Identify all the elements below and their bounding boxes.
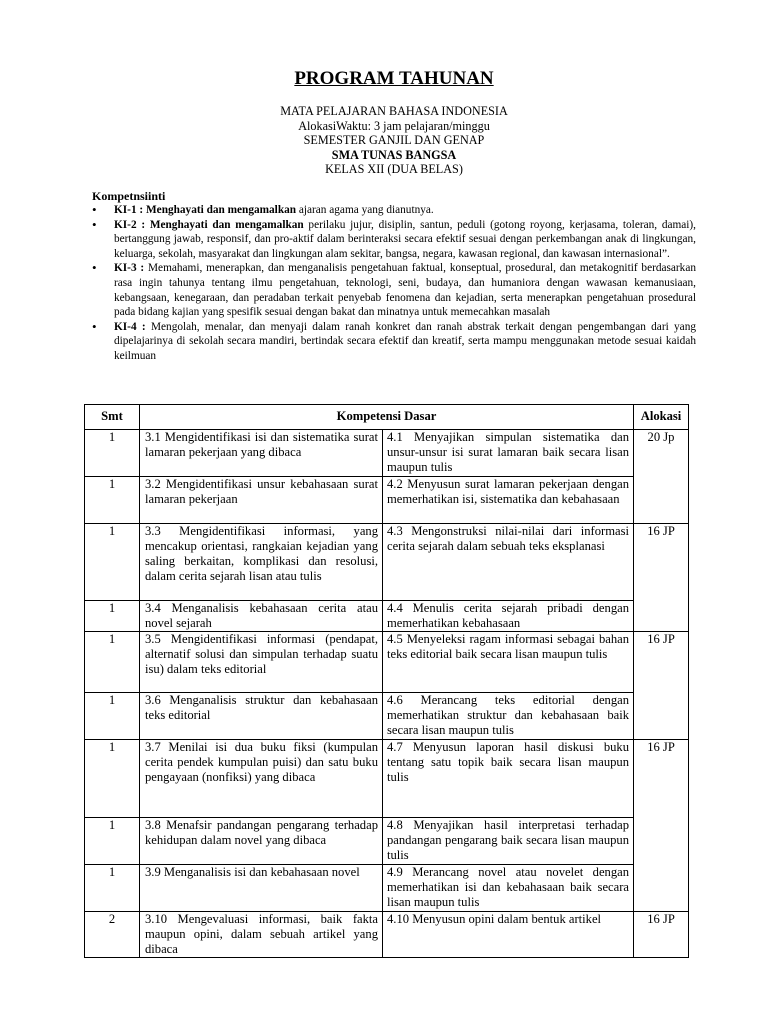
- cell-kd4: 4.4 Menulis cerita sejarah pribadi dengan memerhatikan kebahasaan: [383, 600, 634, 631]
- ki-code: KI-1 :: [114, 204, 144, 216]
- cell-alokasi: [634, 693, 689, 740]
- cell-kd3: 3.4 Menganalisis kebahasaan cerita atau novel sejarah: [140, 600, 383, 631]
- cell-alokasi: 16 JP: [634, 632, 689, 693]
- table-row: [85, 911, 689, 958]
- cell-kd4: 4.3 Mengonstruksi nilai-nilai dari informasi cerita sejarah dalam sebuah teks eksplanasi: [383, 523, 634, 600]
- cell-smt: 1: [85, 523, 140, 600]
- cell-kd4: 4.8 Menyajikan hasil interpretasi terhadap pandangan pengarang baik secara lisan maupun tulis: [383, 818, 634, 865]
- header-kompetensi-dasar: Kompetensi Dasar: [140, 405, 634, 430]
- kompetensi-inti-heading: Kompetnsiinti: [92, 189, 166, 203]
- cell-alokasi: [634, 476, 689, 523]
- cell-kd4: 4.1 Menyajikan simpulan sistematika dan unsur-unsur isi surat lamaran baik secara lisan maupun tulis: [383, 430, 634, 477]
- ki-item: [92, 261, 696, 319]
- table-row: [85, 523, 689, 600]
- document-title: PROGRAM TAHUNAN: [294, 68, 494, 89]
- cell-alokasi: [634, 600, 689, 631]
- table-row: [85, 693, 689, 740]
- table-row: [85, 430, 689, 477]
- cell-smt: 1: [85, 632, 140, 693]
- cell-kd3: 3.5 Mengidentifikasi informasi (pendapat, alternatif solusi dan simpulan terhadap suatu isu) dalam teks editorial: [140, 632, 383, 693]
- cell-kd4: 4.2 Menyusun surat lamaran pekerjaan dengan memerhatikan isi, sistematika dan kebahasaan: [383, 476, 634, 523]
- ki-emphasis: Menghayati dan mengamalkan: [149, 218, 304, 231]
- table-row: [85, 600, 689, 631]
- ki-item: [92, 203, 696, 218]
- document-subheading: [92, 104, 696, 177]
- ki-code: KI-2 :: [114, 218, 146, 231]
- subject-line: MATA PELAJARAN BAHASA INDONESIA: [280, 104, 508, 118]
- cell-alokasi: [634, 864, 689, 911]
- ki-item: [92, 320, 696, 364]
- cell-kd3: 3.2 Mengidentifikasi unsur kebahasaan surat lamaran pekerjaan: [140, 476, 383, 523]
- cell-kd4: 4.6 Merancang teks editorial dengan memerhatikan struktur dan kebahasaan baik secara lisan maupun tulis: [383, 693, 634, 740]
- time-allocation-line: AlokasiWaktu: 3 jam pelajaran/minggu: [298, 118, 490, 133]
- class-line: KELAS XII (DUA BELAS): [325, 162, 463, 176]
- cell-alokasi: 16 JP: [634, 911, 689, 958]
- table-row: [85, 476, 689, 523]
- cell-smt: 1: [85, 740, 140, 818]
- cell-smt: 1: [85, 476, 140, 523]
- cell-kd4: 4.10 Menyusun opini dalam bentuk artikel: [383, 911, 634, 958]
- cell-kd4: 4.5 Menyeleksi ragam informasi sebagai bahan teks editorial baik secara lisan maupun tulis: [383, 632, 634, 693]
- ki-text: perilaku jujur, disiplin, santun, peduli (gotong royong, kerjasama, toleran, damai), bertanggung jawab, responsif, dan pro-aktif dalam berinteraksi secara efektif sesuai dengan perkembangan anak di lingkungan, keluarga, sekolah, masyarakat dan lingkungan alam sekitar, bangsa, negara, kawasan regional, dan kawasan internasional”.: [114, 218, 697, 260]
- ki-code: KI-4 :: [114, 320, 146, 333]
- ki-text: Mengolah, menalar, dan menyaji dalam ranah konkret dan ranah abstrak terkait dengan pengembangan dari yang dipelajarinya di sekolah secara mandiri, bertindak secara efektif dan kreatif, serta mampu menggunakan metode sesuai kaidah keilmuan: [114, 320, 696, 362]
- table-row: [85, 864, 689, 911]
- table-row: [85, 632, 689, 693]
- table-row: [85, 740, 689, 818]
- ki-emphasis: Menghayati dan mengamalkan: [146, 204, 297, 216]
- header-smt: Smt: [85, 405, 140, 430]
- ki-text: ajaran agama yang dianutnya.: [296, 204, 434, 216]
- cell-alokasi: [634, 818, 689, 865]
- ki-item: [92, 218, 696, 262]
- cell-alokasi: 16 JP: [634, 740, 689, 818]
- cell-alokasi: 16 JP: [634, 523, 689, 600]
- ki-code: KI-3 :: [114, 262, 145, 275]
- cell-smt: 1: [85, 818, 140, 865]
- semester-line: SEMESTER GANJIL DAN GENAP: [303, 133, 485, 147]
- table-header-row: [85, 405, 689, 430]
- cell-smt: 1: [85, 430, 140, 477]
- school-name-line: SMA TUNAS BANGSA: [331, 147, 457, 162]
- kompetensi-inti-list: [92, 203, 696, 364]
- ki-text: Memahami, menerapkan, dan menganalisis pengetahuan faktual, konseptual, prosedural, dan metakognitif berdasarkan rasa ingin tahunya tentang ilmu pengetahuan, teknologi, seni, budaya, dan humaniora dengan wawasan kemanusiaan, kebangsaan, kenegaraan, dan peradaban terkait penyebab fenomena dan kejadian, serta menerapkan pengetahuan prosedural pada bidang kajian yang spesifik sesuai dengan bakat dan minatnya untuk memecahkan masalah: [114, 262, 696, 319]
- table-row: [85, 818, 689, 865]
- cell-kd4: 4.9 Merancang novel atau novelet dengan memerhatikan isi dan kebahasaan baik secara lisan maupun tulis: [383, 864, 634, 911]
- cell-smt: 1: [85, 864, 140, 911]
- cell-kd3: 3.10 Mengevaluasi informasi, baik fakta maupun opini, dalam sebuah artikel yang dibaca: [140, 911, 383, 958]
- kompetensi-dasar-table: [84, 404, 689, 958]
- cell-smt: 2: [85, 911, 140, 958]
- cell-kd3: 3.3 Mengidentifikasi informasi, yang mencakup orientasi, rangkaian kejadian yang saling berkaitan, komplikasi dan resolusi, dalam cerita sejarah lisan atau tulis: [140, 523, 383, 600]
- cell-kd3: 3.9 Menganalisis isi dan kebahasaan novel: [140, 864, 383, 911]
- cell-kd3: 3.1 Mengidentifikasi isi dan sistematika surat lamaran pekerjaan yang dibaca: [140, 430, 383, 477]
- header-alokasi: Alokasi: [634, 405, 689, 430]
- cell-kd3: 3.7 Menilai isi dua buku fiksi (kumpulan cerita pendek kumpulan puisi) dan satu buku pengayaan (nonfiksi) yang dibaca: [140, 740, 383, 818]
- cell-alokasi: 20 Jp: [634, 430, 689, 477]
- cell-kd3: 3.6 Menganalisis struktur dan kebahasaan teks editorial: [140, 693, 383, 740]
- cell-kd4: 4.7 Menyusun laporan hasil diskusi buku tentang satu topik baik secara lisan maupun tulis: [383, 740, 634, 818]
- cell-smt: 1: [85, 600, 140, 631]
- cell-kd3: 3.8 Menafsir pandangan pengarang terhadap kehidupan dalam novel yang dibaca: [140, 818, 383, 865]
- cell-smt: 1: [85, 693, 140, 740]
